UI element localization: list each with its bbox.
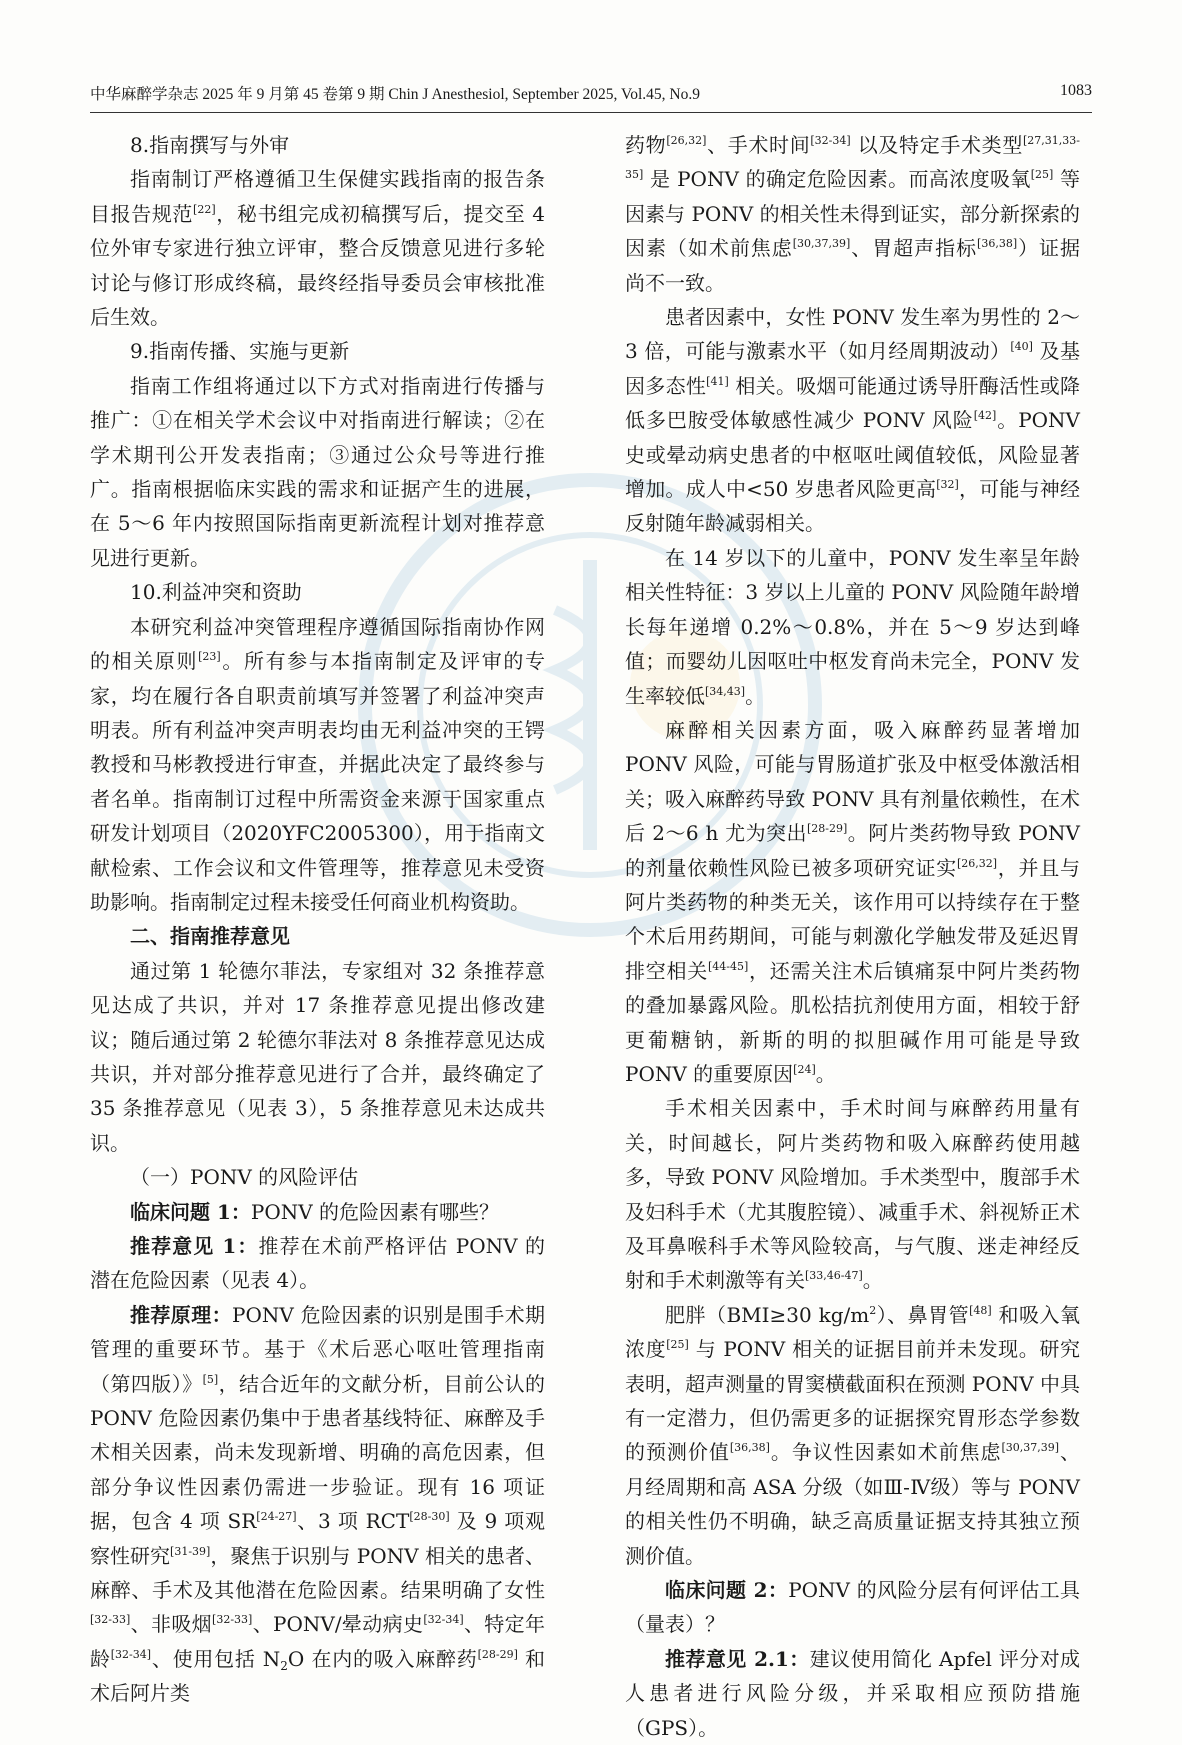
section-8-heading: 8.指南撰写与外审	[130, 133, 290, 157]
anesthesia-factors-paragraph: 麻醉相关因素方面，吸入麻醉药显著增加 PONV 风险，可能与胃肠道扩张及中枢受体激活相关；吸入麻醉药导致 PONV 具有剂量依赖性，在术后 2～6 h 尤为突出[28-29]。阿片类药物导致 PONV 的剂量依赖性风险已被多项研究证实[26,32]，并且与阿片类药物的种类无关，该作用可以持续存在于整个术后用药期间，可能与刺激化学触发带及延迟胃排空相关[44-45]，还需关注术后镇痛泵中阿片类药物的叠加暴露风险。肌松拮抗剂使用方面，相较于舒更葡糖钠，新斯的明的拟胆碱作用可能是导致 PONV 的重要原因[24]。	[625, 717, 1081, 1086]
section-10-paragraph: 本研究利益冲突管理程序遵循国际指南协作网的相关原则[23]。所有参与本指南制定及评审的专家，均在履行各自职责前填写并签署了利益冲突声明表。所有利益冲突声明表均由无利益冲突的王锷教授和马彬教授进行审查，并据此决定了最终参与者名单。指南制订过程中所需资金来源于国家重点研发计划项目（2020YFC2005300），用于指南文献检索、工作会议和文件管理等，推荐意见未受资助影响。指南制定过程未接受任何商业机构资助。	[90, 614, 546, 914]
right-column	[625, 128, 1080, 1745]
other-factors-paragraph: 肥胖（BMI≥30 $kg/m^2$）、鼻胃管[48] 和吸入氧浓度[25] 与 PONV 相关的证据目前并未发现。研究表明，超声测量的胃窦横截面积在预测 PONV 中具有一定潜力，但仍需更多的证据探究胃形态学参数的预测价值[36,38]。争议性因素如术前焦虑[30,37,39]、月经周期和高 ASA 分级（如Ⅲ-Ⅳ级）等与 PONV 的相关性仍不明确，缺乏高质量证据支持其独立预测价值。	[625, 1302, 1081, 1568]
children-paragraph: 在 14 岁以下的儿童中，PONV 发生率呈年龄相关性特征：3 岁以上儿童的 PONV 风险随年龄增长每年递增 0.2%～0.8%，并在 5～9 岁达到峰值；而婴幼儿因呕吐中枢发育尚未完全，PONV 发生率较低[34,43]。	[625, 545, 1080, 708]
section-2-heading: 二、指南推荐意见	[130, 924, 290, 949]
continued-paragraph: 药物[26,32]、手术时间[32-34] 以及特定手术类型[27,31,33-35] 是 PONV 的确定危险因素。而高浓度吸氧[25] 等因素与 PONV 的相关性未得到证实，部分新探索的因素（如术前焦虑[30,37,39]、胃超声指标[36,38]）证据尚不一致。	[625, 133, 1081, 295]
page-number: 1083	[1060, 82, 1092, 99]
clinical-question-1: 临床问题 1：PONV 的危险因素有哪些？	[130, 1199, 500, 1224]
clinical-question-2: 临床问题 2：PONV 的风险分层有何评估工具（量表）？	[625, 1578, 1080, 1637]
recommendation-2-1: 推荐意见 2.1：建议使用简化 Apfel 评分对成人患者进行风险分级，并采取相应预防措施（GPS）。	[625, 1646, 1080, 1740]
patient-factors-paragraph: 患者因素中，女性 PONV 发生率为男性的 2～3 倍，可能与激素水平（如月经周期波动）[40] 及基因多态性[41] 相关。吸烟可能通过诱导肝酶活性或降低多巴胺受体敏感性减少 PONV 风险[42]。PONV 史或晕动病史患者的中枢呕吐阈值较低，风险显著增加。成人中<50 岁患者风险更高[32]，可能与神经反射随年龄减弱相关。	[625, 305, 1081, 536]
rationale-paragraph: 推荐原理：PONV 危险因素的识别是围手术期管理的重要环节。基于《术后恶心呕吐管理指南（第四版）》[5]，结合近年的文献分析，目前公认的 PONV 危险因素仍集中于患者基线特征、麻醉及手术相关因素，尚未发现新增、明确的高危因素，但部分争议性因素仍需进一步验证。现有 16 项证据，包含 4 项 SR[24-27]、3 项 RCT[28-30] 及 9 项观察性研究[31-39]，聚焦于识别与 PONV 相关的患者、麻醉、手术及其他潜在危险因素。结果明确了女性[32-33]、非吸烟[32-33]、PONV/晕动病史[32-34]、特定年龄[32-34]、使用包括 $N_2O$ 在内的吸入麻醉药[28-29] 和术后阿片类	[90, 1302, 546, 1706]
section-9-heading: 9.指南传播、实施与更新	[130, 339, 350, 364]
surgery-factors-paragraph: 手术相关因素中，手术时间与麻醉药用量有关，时间越长，阿片类药物和吸入麻醉药使用越多，导致 PONV 风险增加。手术类型中，腹部手术及妇科手术（尤其腹腔镜）、减重手术、斜视矫正术及耳鼻喉科手术等风险较高，与气腹、迷走神经反射和手术刺激等有关[33,46-47]。	[625, 1096, 1080, 1293]
journal-citation: 中华麻醉学杂志 2025 年 9 月第 45 卷第 9 期 Chin J Anesthesiol, September 2025, Vol.45, No.9	[90, 86, 700, 103]
section-10-heading: 10.利益冲突和资助	[130, 580, 302, 605]
subsection-1-heading: （一）PONV 的风险评估	[130, 1165, 359, 1190]
section-8-paragraph: 指南制订严格遵循卫生保健实践指南的报告条目报告规范[22]，秘书组完成初稿撰写后，提交至 4 位外审专家进行独立评审，整合反馈意见进行多轮讨论与修订形成终稿，最终经指导委员会审核批准后生效。	[90, 167, 545, 330]
section-2-paragraph: 通过第 1 轮德尔菲法，专家组对 32 条推荐意见达成了共识，并对 17 条推荐意见提出修改建议；随后通过第 2 轮德尔菲法对 8 条推荐意见达成共识，并对部分推荐意见进行了合并，最终确定了 35 条推荐意见（见表 3），5 条推荐意见未达成共识。	[90, 958, 545, 1155]
recommendation-1: 推荐意见 1：推荐在术前严格评估 PONV 的潜在危险因素（见表 4）。	[90, 1234, 545, 1293]
section-9-paragraph: 指南工作组将通过以下方式对指南进行传播与推广：①在相关学术会议中对指南进行解读；②在学术期刊公开发表指南；③通过公众号等进行推广。指南根据临床实践的需求和证据产生的进展，在 5～6 年内按照国际指南更新流程计划对推荐意见进行更新。	[90, 373, 545, 570]
running-header	[90, 78, 1092, 113]
left-column	[90, 128, 545, 1711]
